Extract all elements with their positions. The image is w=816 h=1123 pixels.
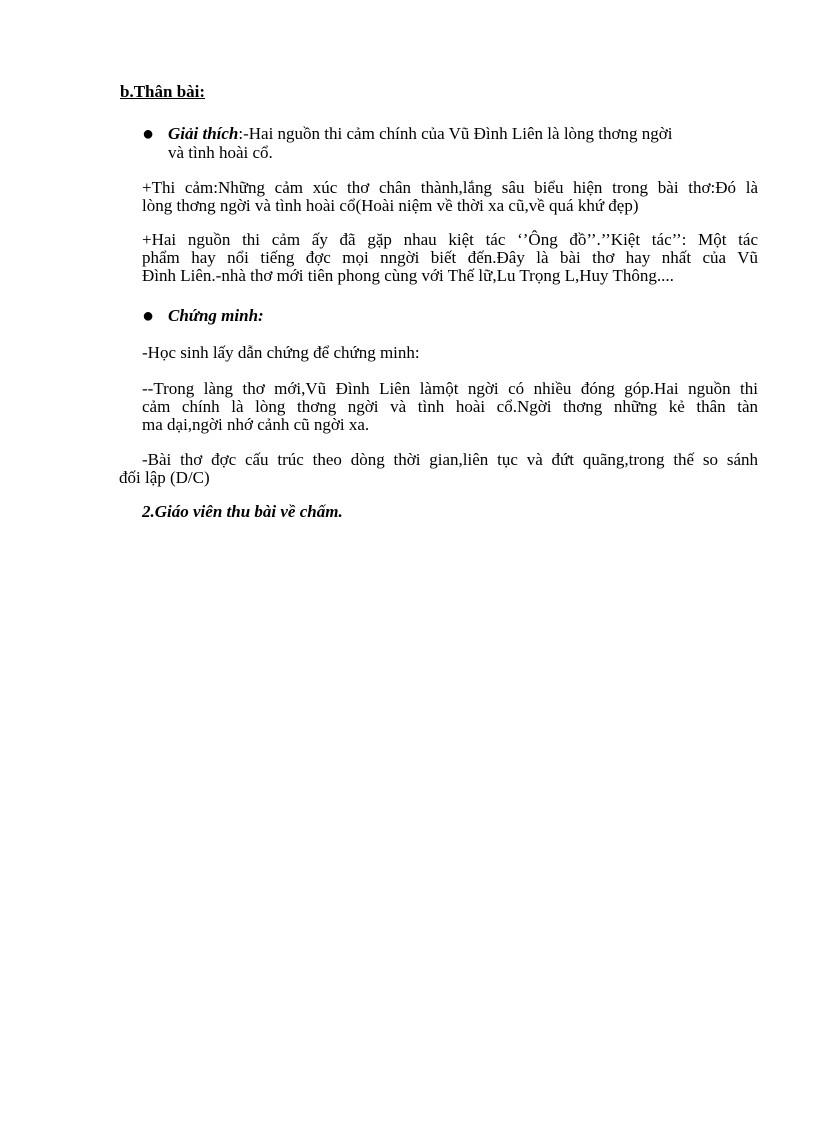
bullet-line-1 — [168, 125, 760, 143]
paragraph-line: Đình Liên.-nhà thơ mới tiên phong cùng với Thế lữ,Lu Trọng L,Huy Thông.... — [142, 266, 674, 285]
bullet-icon: ● — [142, 123, 155, 145]
bullet-icon: ● — [142, 305, 155, 327]
paragraph-line: ma dại,ngời nhớ cảnh cũ ngời xa. — [142, 415, 370, 434]
paragraph-line: cảm chính là lòng thơng ngời và tình hoài cổ.Ngời thơng những kẻ thân tàn — [142, 397, 758, 416]
paragraph-line: -Học sinh lấy dẫn chứng để chứng minh: — [142, 343, 420, 362]
closing-line: 2.Giáo viên thu bài về chấm. — [142, 502, 343, 521]
paragraph-line: -Bài thơ đợc cấu trúc theo dòng thời gian,liên tục và đứt quãng,trong thế so sánh — [142, 450, 758, 469]
paragraph-line: đối lập (D/C) — [119, 468, 210, 487]
paragraph-line: lòng thơng ngời và tình hoài cổ(Hoài niệm về thời xa cũ,về quá khứ đẹp) — [142, 196, 639, 215]
paragraph-line: +Hai nguồn thi cảm ấy đã gặp nhau kiệt tác ‘’Ông đồ’’.’’Kiệt tác’’: Một tác — [142, 230, 758, 249]
section-heading: b.Thân bài: — [120, 82, 206, 101]
bullet-text: :-Hai nguồn thi cảm chính của Vũ Đình Liên là lòng thơng ngời — [238, 124, 673, 143]
bullet-label: Giải thích — [168, 124, 239, 143]
bullet-line-2: và tình hoài cổ. — [168, 143, 273, 162]
paragraph-line: +Thi cảm:Những cảm xúc thơ chân thành,lắng sâu biểu hiện trong bài thơ:Đó là — [142, 178, 758, 197]
paragraph-line: --Trong làng thơ mới,Vũ Đình Liên làmột ngời có nhiều đóng góp.Hai nguồn thi — [142, 379, 758, 398]
paragraph-line: phẩm hay nổi tiếng đợc mọi nngời biết đến.Đây là bài thơ hay nhất của Vũ — [142, 248, 758, 267]
bullet-label: Chứng minh: — [168, 306, 264, 325]
